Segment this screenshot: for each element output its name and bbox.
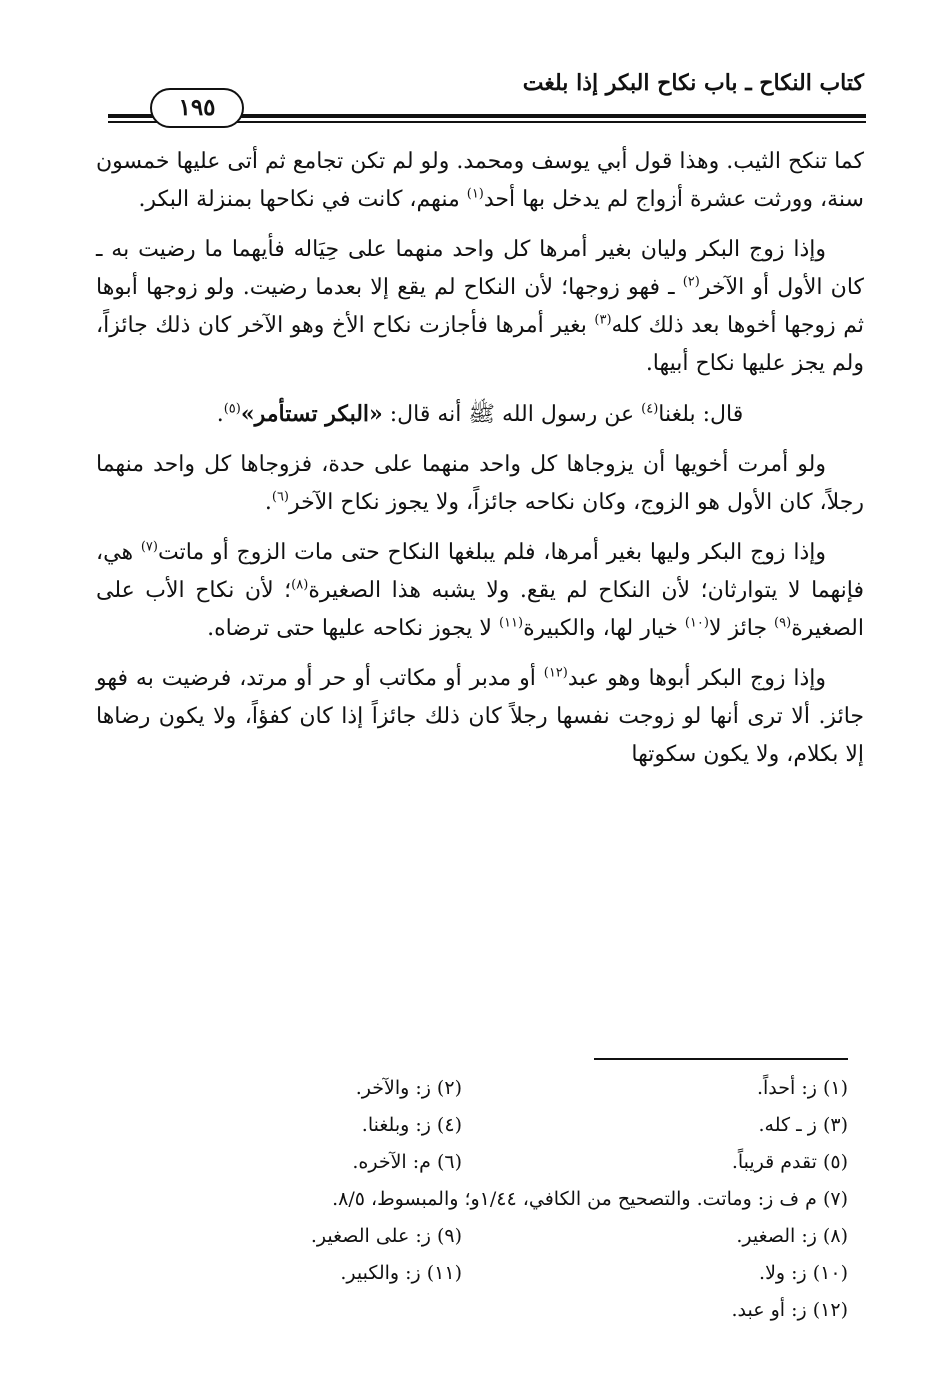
footnote-row bbox=[88, 1218, 848, 1255]
footnote-ref-5: (٥) bbox=[223, 401, 241, 417]
footnote-ref-1: (١) bbox=[466, 186, 484, 202]
text-run: جائز لا bbox=[708, 616, 775, 641]
footnote-12: (١٢) ز: أو عبد. bbox=[731, 1299, 848, 1321]
footnote-separator bbox=[594, 1058, 848, 1060]
paragraph-4 bbox=[96, 446, 864, 522]
footnote-row bbox=[88, 1107, 848, 1144]
footnote-row bbox=[88, 1144, 848, 1181]
text-run: ـ فهو زوجها؛ لأن النكاح لم يقع إلا بعدما رضيت. ولو زوجها أبوها ثم زوجها أخوها بعد ذلك كله bbox=[96, 275, 864, 338]
footnote-5: (٥) تقدم قريباً. bbox=[731, 1151, 848, 1173]
footnote-10: (١٠) ز: ولا. bbox=[759, 1262, 848, 1284]
footnote-7: (٧) م ف ز: وماتت. والتصحيح من الكافي، ١/٤٤و؛ والمبسوط، ٨/٥. bbox=[332, 1188, 848, 1210]
text-run: كما تنكح الثيب. وهذا قول أبي يوسف ومحمد. ولو لم تكن تجامع ثم أتى عليها خمسون سنة، وورثت عشرة أزواج لم يدخل بها أحد bbox=[96, 149, 864, 212]
footnote-ref-12: (١٢) bbox=[543, 665, 568, 681]
hadith-quote: «البكر تستأمر» bbox=[240, 401, 383, 427]
footnote-ref-11: (١١) bbox=[498, 615, 524, 631]
footnote-4: (٤) ز: وبلغنا. bbox=[361, 1114, 462, 1136]
main-text bbox=[96, 143, 864, 786]
paragraph-6 bbox=[96, 660, 864, 774]
running-title: كتاب النكاح ـ باب نكاح البكر إذا بلغت bbox=[522, 70, 864, 96]
text-run: . bbox=[264, 490, 272, 515]
text-run: عن رسول الله ﷺ أنه قال: bbox=[382, 402, 642, 427]
footnote-row bbox=[88, 1292, 848, 1329]
text-run: وإذا زوج البكر أبوها وهو عبد bbox=[567, 666, 826, 691]
footnote-6: (٦) م: الآخره. bbox=[352, 1151, 462, 1173]
footnote-11: (١١) ز: والكبير. bbox=[340, 1262, 462, 1284]
footnote-8: (٨) ز: الصغير. bbox=[736, 1225, 848, 1247]
footnote-1: (١) ز: أحداً. bbox=[756, 1077, 848, 1099]
text-run: ولو أمرت أخويها أن يزوجاها كل واحد منهما على حدة، فزوجاها كل واحد منهما رجلاً، كان الأول هو الزوج، وكان نكاحه جائزاً، ولا يجوز نكاح الآخر bbox=[96, 452, 864, 515]
text-run: وإذا زوج البكر وليان بغير أمرها كل واحد منهما على حِيَاله فأيهما ما رضيت به ـ كان الأول أو الآخر bbox=[96, 237, 865, 300]
text-run: هي، فإنهما لا يتوارثان؛ لأن النكاح لم يقع. ولا يشبه هذا الصغيرة bbox=[96, 540, 864, 603]
paragraph-2 bbox=[96, 231, 864, 383]
footnote-2: (٢) ز: والآخر. bbox=[355, 1077, 462, 1099]
text-run: . bbox=[216, 402, 224, 427]
text-run: بغير أمرها فأجازت نكاح الأخ وهو الآخر كان ذلك جائزاً، ولم يجز عليها نكاح أبيها. bbox=[96, 313, 864, 376]
text-run: وإذا زوج البكر وليها بغير أمرها، فلم يبلغها النكاح حتى مات الزوج أو ماتت bbox=[157, 540, 826, 565]
text-run: لا يجوز نكاحه عليها حتى ترضاه. bbox=[207, 616, 499, 641]
footnote-3: (٣) ز ـ كله. bbox=[758, 1114, 848, 1136]
paragraph-1 bbox=[96, 143, 864, 219]
footnote-9: (٩) ز: على الصغير. bbox=[310, 1225, 462, 1247]
text-run: خيار لها، والكبيرة bbox=[523, 616, 685, 641]
footnote-row bbox=[88, 1255, 848, 1292]
text-run: منهم، كانت في نكاحها بمنزلة البكر. bbox=[138, 187, 467, 212]
text-run: أو مدبر أو مكاتب أو حر أو مرتد، فرضيت به فهو جائز. ألا ترى أنها لو زوجت نفسها رجلاً كان ذلك جائزاً إذا كان كفؤاً، ولا يكون رضاها إلا بكلام، ولا يكون سكوتها bbox=[96, 666, 864, 767]
footnote-ref-7: (٧) bbox=[140, 539, 158, 555]
footnote-ref-4: (٤) bbox=[641, 401, 659, 417]
footnote-ref-10: (١٠) bbox=[684, 615, 709, 631]
text-run: قال: بلغنا bbox=[658, 402, 744, 427]
paragraph-3-hadith bbox=[96, 395, 864, 434]
footnote-ref-9: (٩) bbox=[774, 615, 792, 631]
footnote-row bbox=[88, 1070, 848, 1107]
footnote-ref-3: (٣) bbox=[594, 312, 612, 328]
text-run: ؛ لأن نكاح الأب على الصغيرة bbox=[96, 578, 864, 641]
footnotes bbox=[88, 1070, 848, 1329]
footnote-ref-6: (٦) bbox=[271, 489, 289, 505]
footnote-ref-8: (٨) bbox=[291, 577, 309, 593]
paragraph-5 bbox=[96, 534, 864, 648]
footnote-ref-2: (٢) bbox=[682, 274, 700, 290]
page-number: ١٩٥ bbox=[150, 88, 244, 128]
footnote-row bbox=[88, 1181, 848, 1218]
